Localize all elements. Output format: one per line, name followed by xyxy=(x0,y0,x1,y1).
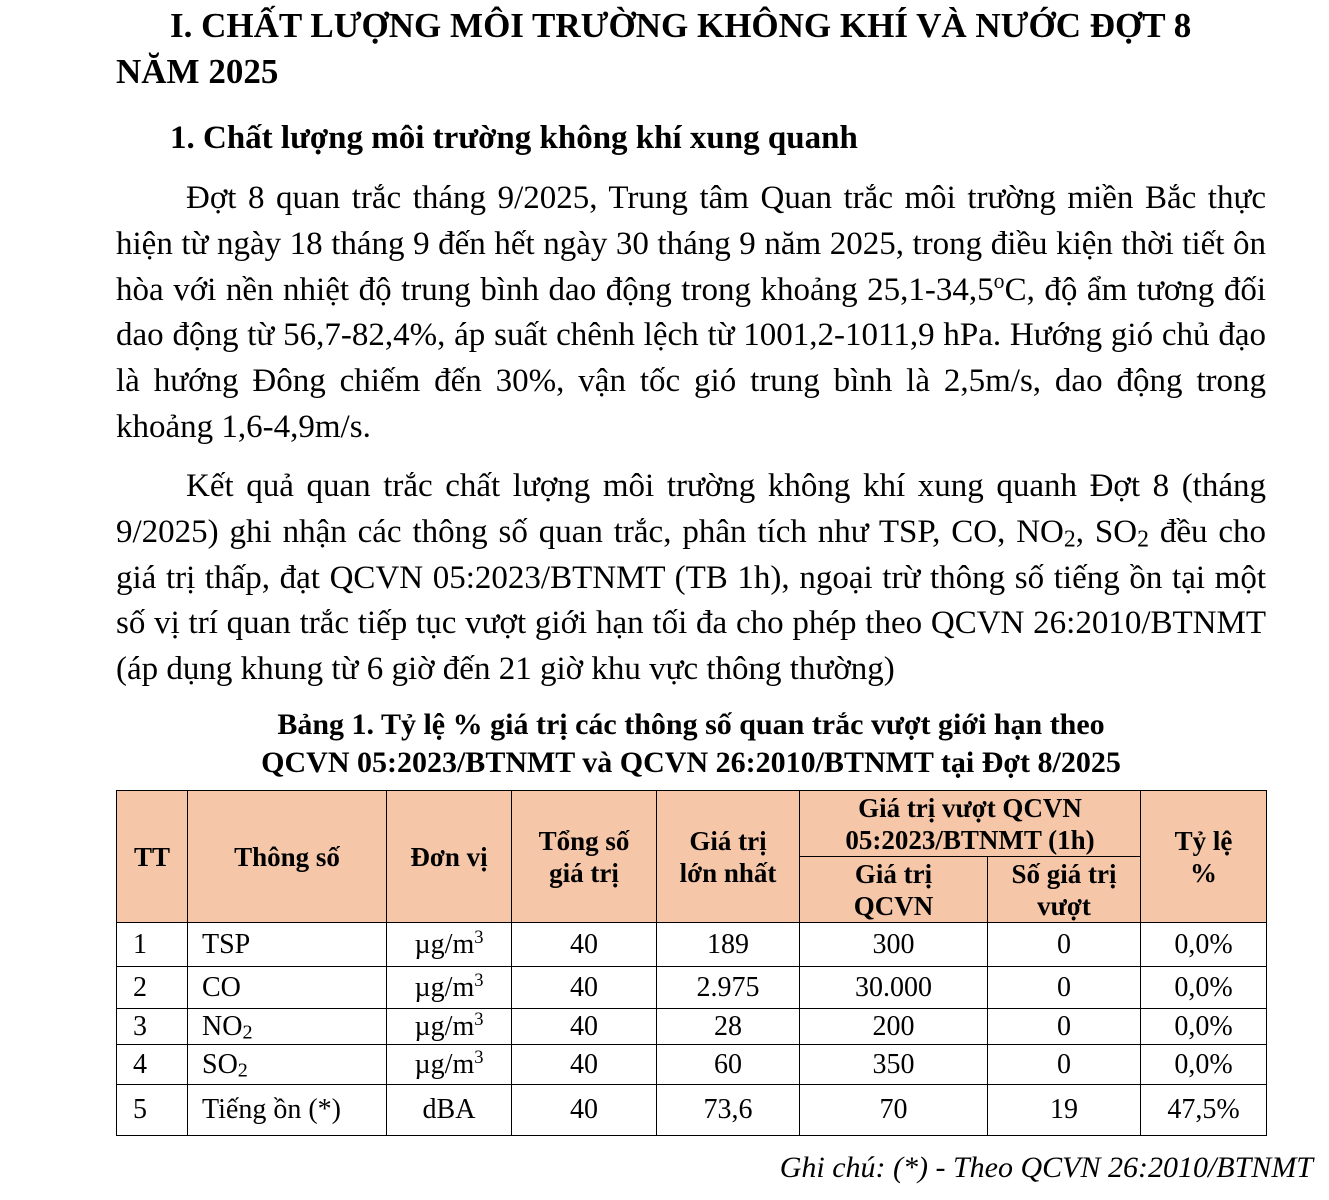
cell-ratio: 47,5% xyxy=(1141,1085,1267,1136)
cell-qcvn: 200 xyxy=(800,1009,988,1045)
cell-qcvn: 30.000 xyxy=(800,967,988,1009)
paragraph-weather-text-2: C, độ ẩm tương đối dao động từ 56,7-82,4%, áp suất chênh lệch từ 1001,2-1011,9 hPa. Hướng gió chủ đạo là hướng Đông chiếm đến 30%, vận tốc gió trung bình là 2,5m/s, dao động trong khoảng 1,6-4,9m/s. xyxy=(116,271,1266,445)
cell-total: 40 xyxy=(512,967,657,1009)
no2-subscript: 2 xyxy=(1063,526,1076,553)
header-ratio-line1: Tỷ lệ xyxy=(1174,825,1233,856)
cell-parameter xyxy=(188,1045,387,1085)
cell-max: 189 xyxy=(657,923,800,967)
so2-subscript: 2 xyxy=(1137,526,1149,553)
parameter-subscript: 2 xyxy=(237,1059,248,1082)
unit-exponent: 3 xyxy=(474,1046,484,1067)
table-row xyxy=(117,1085,1267,1136)
header-total-line1: Tổng số xyxy=(538,825,630,856)
header-count-line2: vượt xyxy=(1037,890,1091,921)
paragraph-results-text-3: đều cho giá trị thấp, đạt QCVN 05:2023/BTNMT (TB 1h), ngoại trừ thông số tiếng ồn tại một số vị trí quan trắc tiếp tục vượt giới hạn tối đa cho phép theo QCVN 26:2010/BTNMT (áp dụng khung từ 6 giờ đến 21 giờ khu vực thông thường) xyxy=(116,513,1267,688)
cell-qcvn: 70 xyxy=(800,1085,988,1136)
paragraph-results-text-2: , SO xyxy=(1075,513,1138,550)
header-max-line2: lớn nhất xyxy=(679,857,777,888)
parameter-name: CO xyxy=(202,971,241,1003)
cell-unit xyxy=(387,1045,512,1085)
cell-exceed: 0 xyxy=(988,1009,1141,1045)
degree-symbol: o xyxy=(993,268,1005,293)
parameter-name: NO xyxy=(202,1010,243,1042)
cell-parameter xyxy=(188,1085,387,1136)
table-caption xyxy=(116,706,1266,782)
cell-unit xyxy=(387,967,512,1009)
cell-qcvn: 350 xyxy=(800,1045,988,1085)
cell-parameter xyxy=(188,967,387,1009)
cell-exceed: 0 xyxy=(988,923,1141,967)
table-caption-line1: Bảng 1. Tỷ lệ % giá trị các thông số quan trắc vượt giới hạn theo xyxy=(277,708,1105,741)
cell-tt: 5 xyxy=(117,1085,188,1136)
unit-base: µg/m xyxy=(414,1048,475,1080)
section-heading-line2: NĂM 2025 xyxy=(116,52,279,91)
header-ratio xyxy=(1141,791,1267,923)
cell-tt: 1 xyxy=(117,923,188,967)
unit-base: dBA xyxy=(422,1094,476,1125)
cell-total: 40 xyxy=(512,923,657,967)
paragraph-weather xyxy=(116,176,1266,451)
parameter-name: SO xyxy=(202,1048,238,1080)
cell-parameter xyxy=(188,923,387,967)
cell-parameter xyxy=(188,1009,387,1045)
unit-base: µg/m xyxy=(414,1010,475,1042)
cell-ratio: 0,0% xyxy=(1141,923,1267,967)
table-row xyxy=(117,967,1267,1009)
table-row xyxy=(117,1045,1267,1085)
header-max xyxy=(657,791,800,923)
cell-ratio: 0,0% xyxy=(1141,967,1267,1009)
section-heading xyxy=(116,3,1266,95)
header-exceed-group-line1: Giá trị vượt QCVN xyxy=(858,792,1082,823)
unit-exponent: 3 xyxy=(474,1008,484,1029)
cell-ratio: 0,0% xyxy=(1141,1009,1267,1045)
cell-total: 40 xyxy=(512,1045,657,1085)
cell-tt: 4 xyxy=(117,1045,188,1085)
unit-exponent: 3 xyxy=(474,926,484,947)
section-heading-line1: I. CHẤT LƯỢNG MÔI TRƯỜNG KHÔNG KHÍ VÀ NƯỚC ĐỢT 8 xyxy=(170,6,1192,45)
parameter-subscript: 2 xyxy=(242,1021,253,1044)
cell-tt: 3 xyxy=(117,1009,188,1045)
header-parameter: Thông số xyxy=(188,791,387,923)
header-exceed-count xyxy=(988,857,1141,923)
cell-unit xyxy=(387,1085,512,1136)
header-qcvn-line2: QCVN xyxy=(853,890,934,921)
table-caption-line2: QCVN 05:2023/BTNMT và QCVN 26:2010/BTNMT tại Đợt 8/2025 xyxy=(261,746,1121,779)
header-tt: TT xyxy=(117,791,188,923)
subsection-heading: 1. Chất lượng môi trường không khí xung quanh xyxy=(170,120,858,156)
unit-exponent: 3 xyxy=(474,969,484,990)
cell-exceed: 19 xyxy=(988,1085,1141,1136)
header-qcvn-line1: Giá trị xyxy=(854,858,933,889)
table-note: Ghi chú: (*) - Theo QCVN 26:2010/BTNMT xyxy=(779,1151,1313,1184)
header-exceed-group xyxy=(800,791,1141,857)
cell-exceed: 0 xyxy=(988,967,1141,1009)
cell-max: 28 xyxy=(657,1009,800,1045)
header-total xyxy=(512,791,657,923)
cell-max: 2.975 xyxy=(657,967,800,1009)
table-row xyxy=(117,1009,1267,1045)
parameter-name: TSP xyxy=(202,928,251,960)
unit-base: µg/m xyxy=(414,928,475,960)
header-total-line2: giá trị xyxy=(549,857,619,888)
parameter-name: Tiếng ồn (*) xyxy=(202,1094,341,1125)
header-exceed-group-line2: 05:2023/BTNMT (1h) xyxy=(845,824,1095,855)
paragraph-results-text-1: Kết quả quan trắc chất lượng môi trường không khí xung quanh Đợt 8 (tháng 9/2025) ghi nhận các thông số quan trắc, phân tích như TSP, CO, NO xyxy=(116,468,1266,550)
cell-unit xyxy=(387,1009,512,1045)
paragraph-results xyxy=(116,464,1266,693)
header-count-line1: Số giá trị xyxy=(1011,858,1117,889)
header-unit: Đơn vị xyxy=(387,791,512,923)
cell-total: 40 xyxy=(512,1085,657,1136)
header-ratio-line2: % xyxy=(1190,857,1218,888)
cell-unit xyxy=(387,923,512,967)
cell-max: 73,6 xyxy=(657,1085,800,1136)
unit-base: µg/m xyxy=(414,971,475,1003)
table-header-row xyxy=(117,791,1267,857)
cell-qcvn: 300 xyxy=(800,923,988,967)
cell-tt: 2 xyxy=(117,967,188,1009)
cell-total: 40 xyxy=(512,1009,657,1045)
cell-exceed: 0 xyxy=(988,1045,1141,1085)
results-table xyxy=(116,790,1267,1136)
paragraph-weather-text-1: Đợt 8 quan trắc tháng 9/2025, Trung tâm Quan trắc môi trường miền Bắc thực hiện từ ngày 18 tháng 9 đến hết ngày 30 tháng 9 năm 2025, trong điều kiện thời tiết ôn hòa với nền nhiệt độ trung bình dao động trong khoảng 25,1-34,5 xyxy=(116,180,1266,308)
header-qcvn-value xyxy=(800,857,988,923)
header-max-line1: Giá trị xyxy=(689,825,767,856)
table-row xyxy=(117,923,1267,967)
cell-ratio: 0,0% xyxy=(1141,1045,1267,1085)
cell-max: 60 xyxy=(657,1045,800,1085)
